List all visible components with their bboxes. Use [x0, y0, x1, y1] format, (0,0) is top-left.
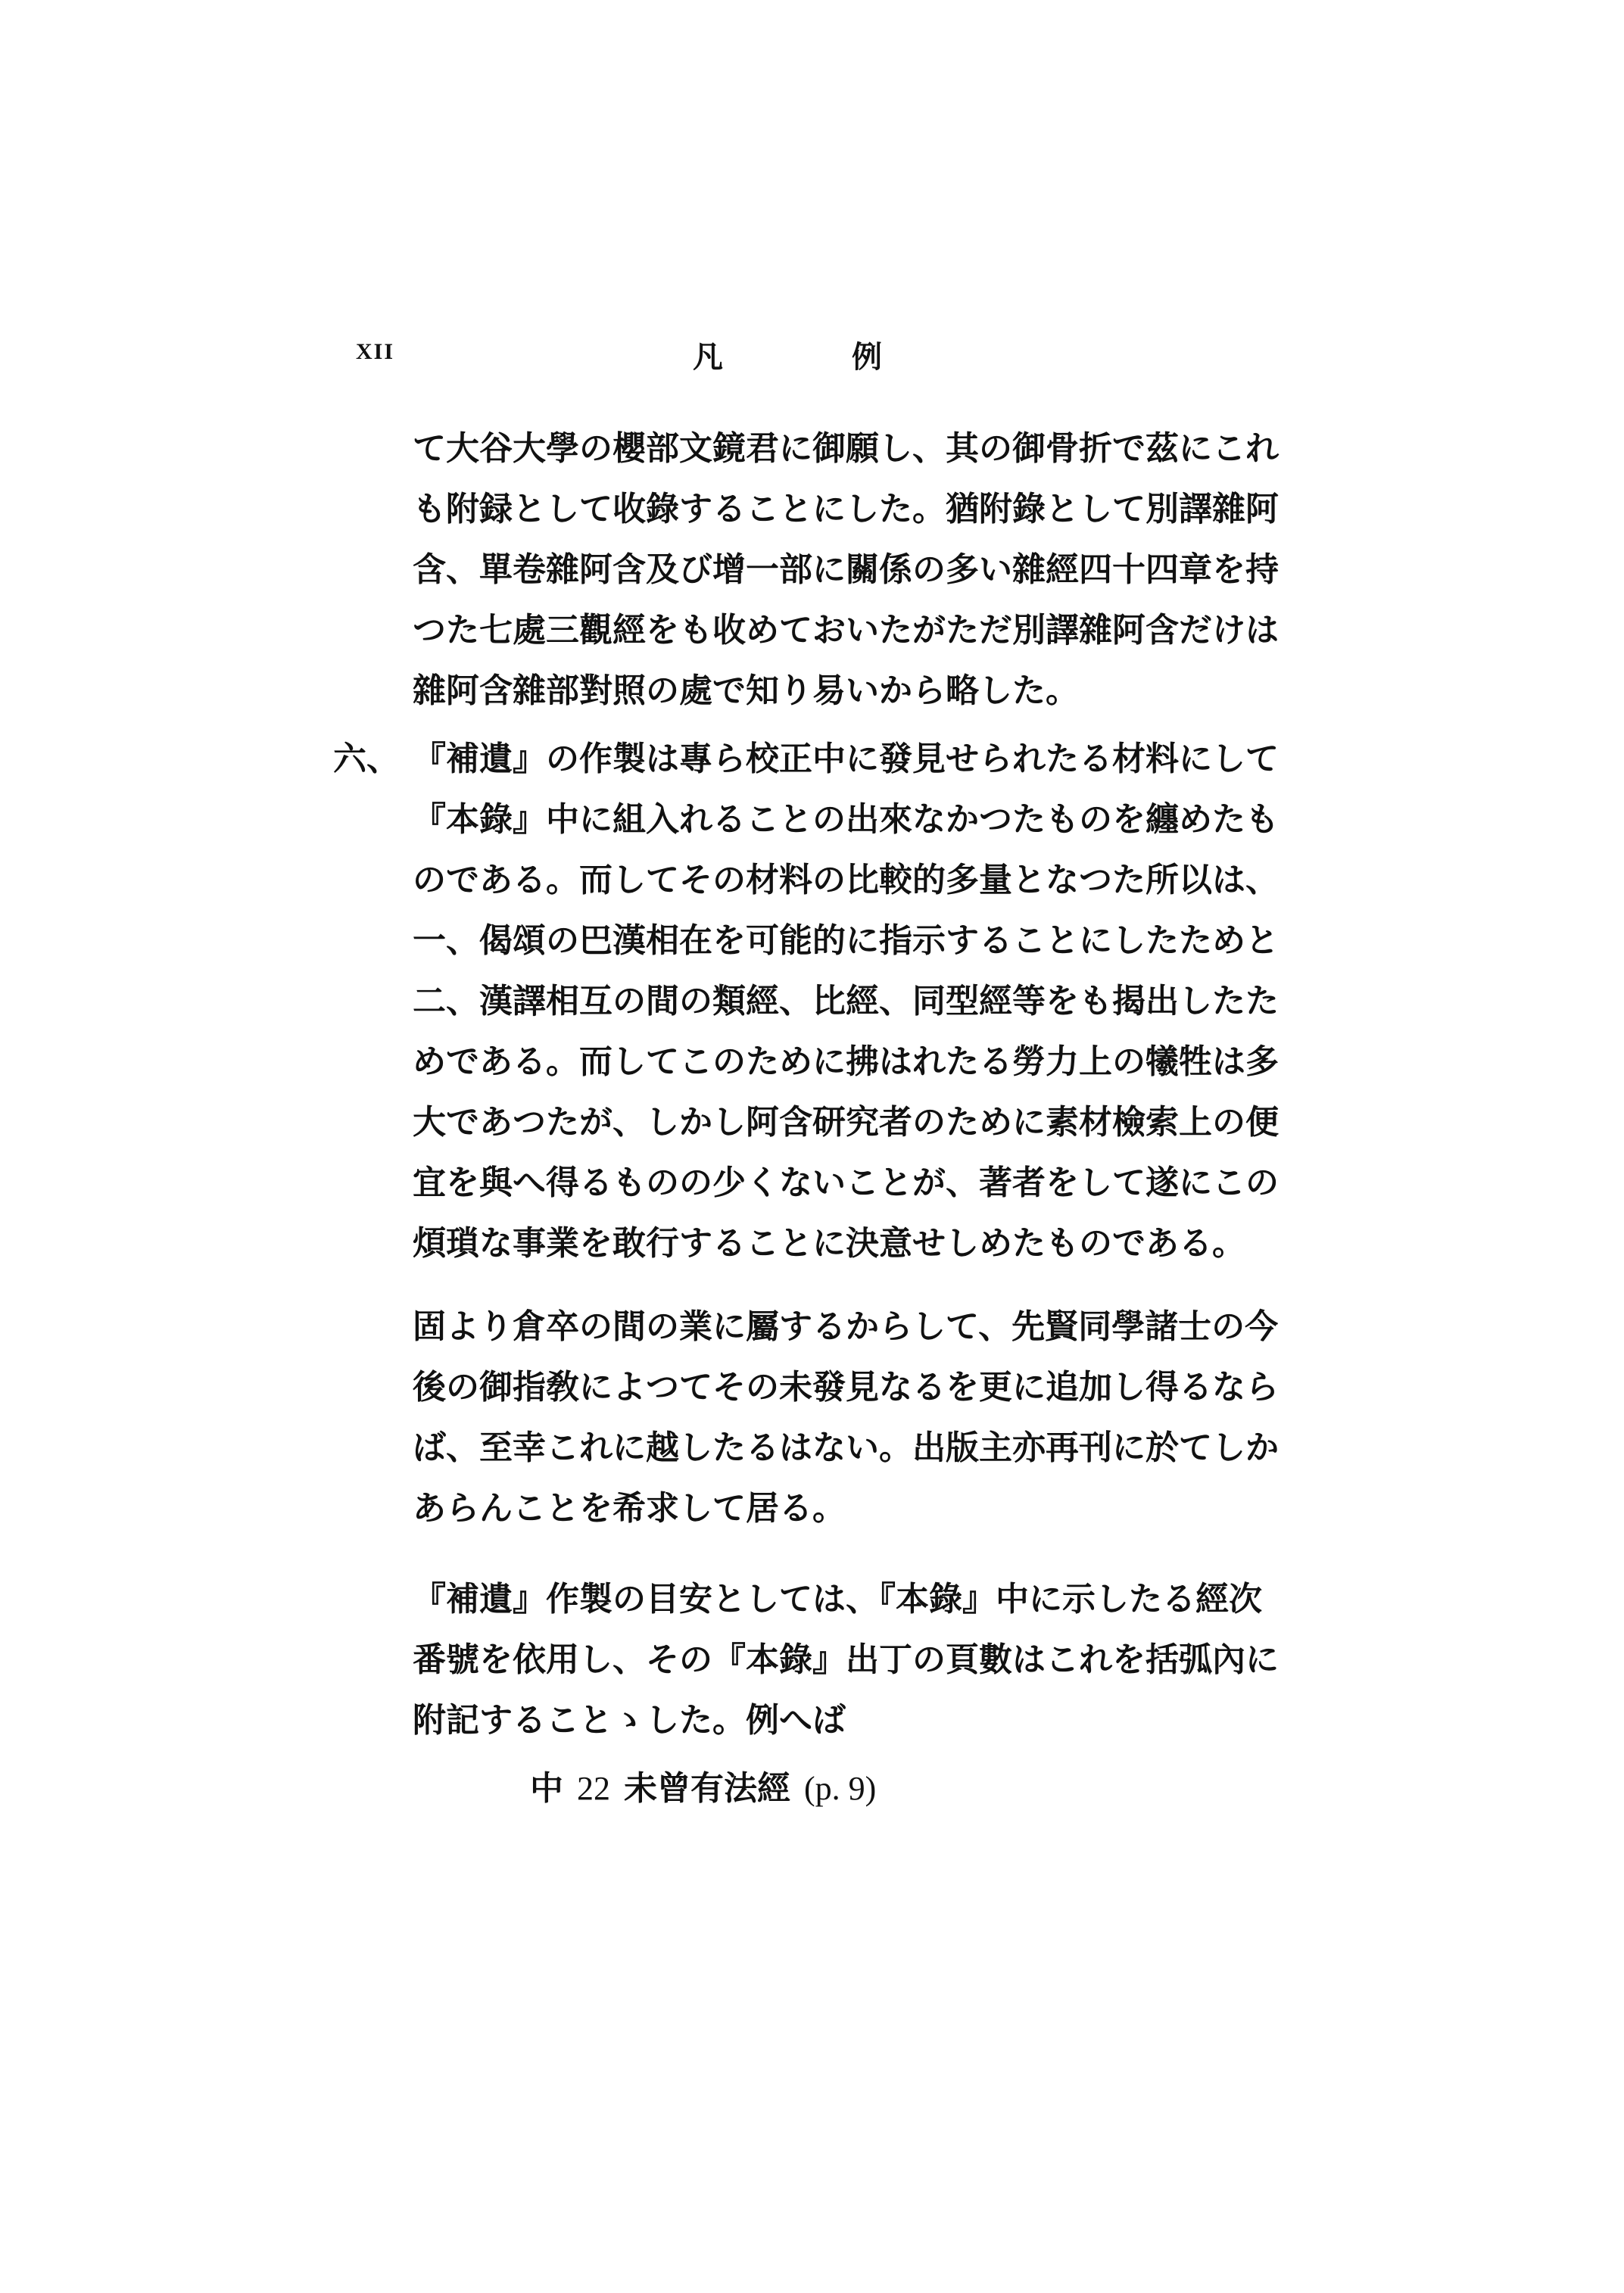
page-header — [0, 333, 1624, 379]
text-line: 大であつたが、しかし阿含研究者のために素材檢索上の便 — [413, 1103, 1279, 1142]
running-title: 凡例 — [693, 339, 1011, 375]
text-line: 雜阿含雜部對照の處で知り易いから略した。 — [413, 671, 1079, 710]
text-line: のである。而してその材料の比較的多量となつた所以は、 — [413, 861, 1279, 899]
section-marker: 六、 — [333, 740, 400, 778]
text-line: あらんことを希求して居る。 — [413, 1489, 846, 1528]
text-line: めである。而してこのために拂はれたる勞力上の犧牲は多 — [413, 1042, 1279, 1081]
text-line: ば、至幸これに越したるはない。出版主亦再刊に於てしか — [413, 1428, 1279, 1467]
example-entry — [530, 1766, 876, 1812]
text-line: 後の御指敎によつてその未發見なるを更に追加し得るなら — [413, 1368, 1279, 1407]
page-number: XII — [356, 339, 395, 364]
text-line: つた七處三觀經をも收めておいたがただ別譯雜阿含だけは — [413, 611, 1279, 650]
text-line: 含、單卷雜阿含及び增一部に關係の多い雜經四十四章を持 — [413, 550, 1279, 589]
text-line: て大谷大學の櫻部文鏡君に御願し、其の御骨折で茲にこれ — [413, 429, 1279, 468]
text-line: 附記することゝした。例へば — [413, 1701, 846, 1740]
text-line: 一、偈頌の巴漢相在を可能的に指示することにしたためと — [413, 921, 1279, 960]
text-line: も附録として收錄することにした。猶附錄として別譯雜阿 — [413, 490, 1279, 528]
text-line: 固より倉卒の間の業に屬するからして、先賢同學諸士の今 — [413, 1307, 1279, 1346]
example-page-ref: (p. 9) — [804, 1770, 877, 1807]
text-line: 宜を與へ得るものの少くないことが、著者をして遂にこの — [413, 1164, 1279, 1202]
example-collection: 中 — [530, 1769, 563, 1808]
text-line: 『本錄』中に組入れることの出來なかつたものを纏めたも — [413, 800, 1279, 839]
text-line: 煩瑣な事業を敢行することに決意せしめたものである。 — [413, 1224, 1245, 1263]
text-line: 『補遺』作製の目安としては、『本錄』中に示したる經次 — [413, 1580, 1262, 1618]
example-number: 22 — [577, 1770, 610, 1807]
example-title: 未曾有法經 — [624, 1769, 790, 1808]
text-line: 『補遺』の作製は專ら校正中に發見せられたる材料にして — [413, 740, 1279, 778]
text-line: 二、漢譯相互の間の類經、比經、同型經等をも揭出したた — [413, 982, 1279, 1020]
text-line: 番號を依用し、その『本錄』出丁の頁數はこれを括弧內に — [413, 1640, 1279, 1679]
